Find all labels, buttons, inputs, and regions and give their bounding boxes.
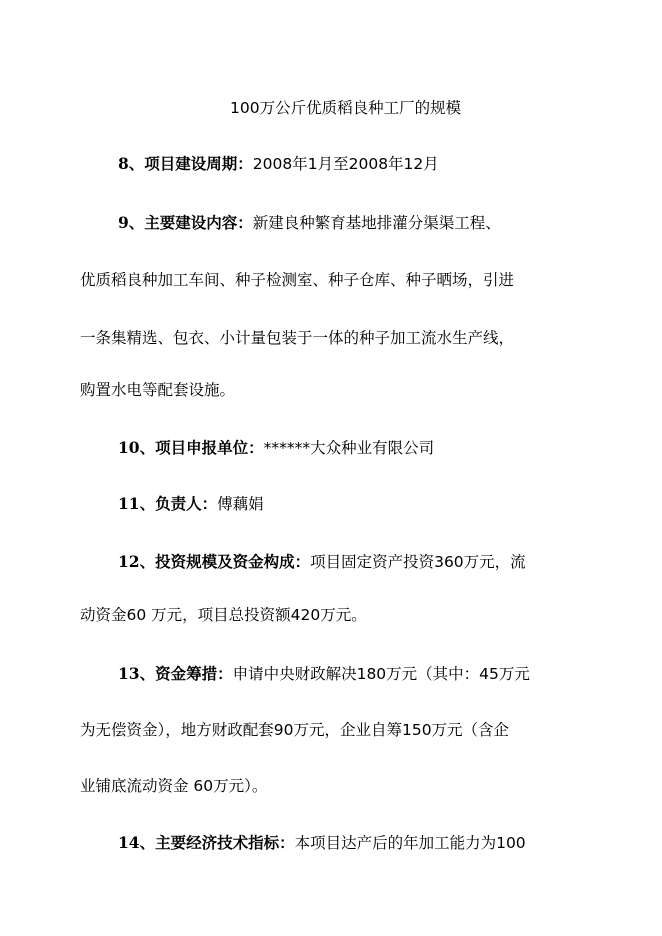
- item-label: 13、资金筹措：: [118, 664, 233, 683]
- item-construction-content: [118, 213, 638, 233]
- item-applicant: [118, 438, 638, 458]
- item-responsible-person: [118, 494, 638, 514]
- item-label: 9、主要建设内容：: [118, 213, 253, 232]
- item-label: 10、项目申报单位：: [118, 438, 264, 457]
- item-text-line: 优质稻良种加工车间、种子检测室、种子仓库、种子晒场，引进: [80, 271, 515, 289]
- item-text: 项目固定资产投资360万元，流: [310, 553, 526, 571]
- item-label: 11、负责人：: [118, 494, 218, 513]
- page-title: 100万公斤优质稻良种工厂的规模: [230, 99, 462, 117]
- item-investment: [118, 552, 638, 572]
- item-label: 14、主要经济技术指标：: [118, 833, 295, 852]
- item-text: 本项目达产后的年加工能力为100: [294, 834, 526, 852]
- item-funding: [118, 664, 638, 684]
- item-text: 2008年1月至2008年12月: [252, 155, 439, 173]
- item-text: ******大众种业有限公司: [263, 439, 435, 457]
- item-text-line: 一条集精选、包衣、小计量包装于一体的种子加工流水生产线，: [80, 329, 515, 347]
- item-text: 新建良种繁育基地排灌分渠渠工程、: [252, 214, 501, 232]
- item-text-line: 动资金60 万元，项目总投资额420万元。: [80, 606, 367, 624]
- item-text: 傅藕娟: [217, 495, 264, 513]
- item-label: 12、投资规模及资金构成：: [118, 552, 311, 571]
- item-indicators: [118, 833, 638, 853]
- item-schedule: [118, 154, 638, 174]
- item-text-line: 业铺底流动资金 60万元）。: [80, 777, 268, 795]
- item-label: 8、项目建设周期：: [118, 154, 253, 173]
- item-text: 申请中央财政解决180万元（其中：45万元: [232, 665, 530, 683]
- item-text-line: 购置水电等配套设施。: [80, 381, 236, 399]
- item-text-line: 为无偿资金），地方财政配套90万元，企业自筹150万元（含企: [80, 721, 510, 739]
